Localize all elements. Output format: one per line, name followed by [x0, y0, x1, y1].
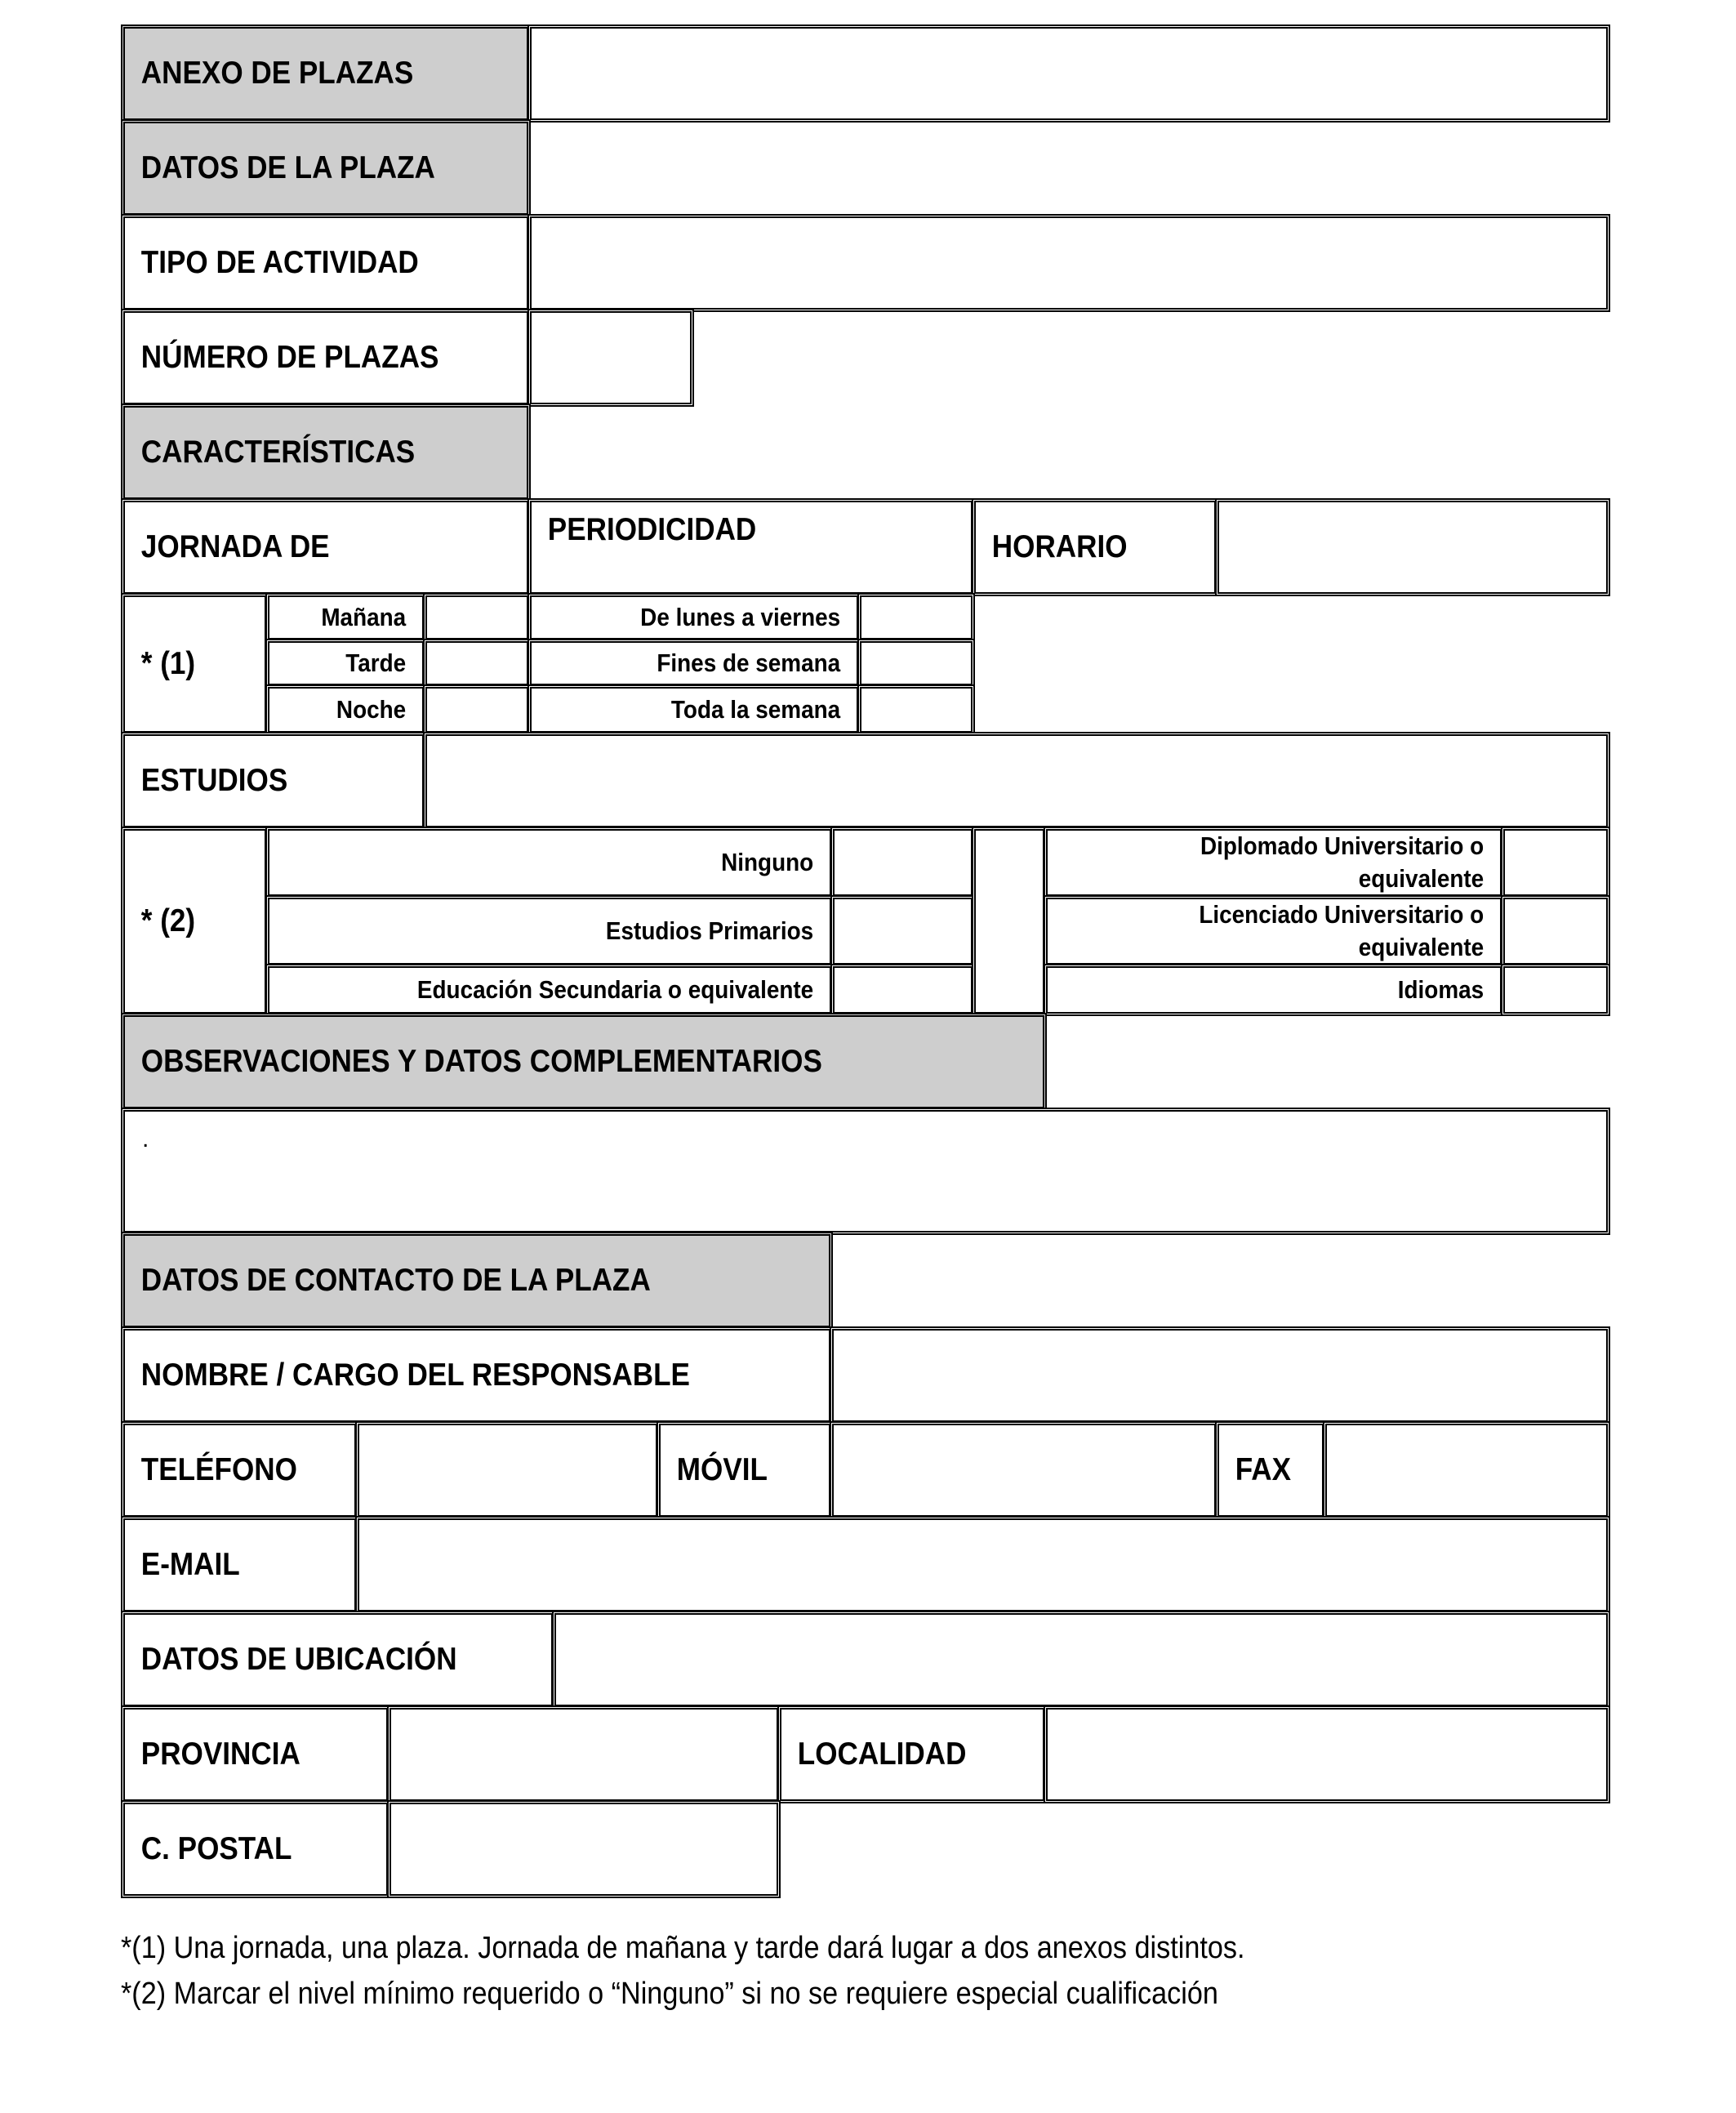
datos-de-la-plaza-header: [121, 119, 531, 217]
observaciones-header: [121, 1013, 1047, 1111]
fax-label-cell: [1215, 1421, 1326, 1519]
codigo-postal-field[interactable]: [387, 1800, 781, 1898]
primarios-checkbox[interactable]: [830, 895, 975, 967]
jornada-option-label: Noche: [336, 695, 407, 724]
estudios-option-licenciado: [1044, 895, 1504, 967]
datos-de-ubicacion-field[interactable]: [552, 1611, 1610, 1709]
telefono-label: TELÉFONO: [140, 1452, 297, 1487]
fax-label: FAX: [1235, 1452, 1292, 1487]
marker-1-cell: [121, 593, 269, 735]
toda-semana-checkbox[interactable]: [857, 684, 975, 735]
tipo-de-actividad-field[interactable]: [527, 214, 1610, 312]
estudios-label: ESTUDIOS: [140, 763, 288, 798]
horario-label: HORARIO: [991, 529, 1128, 564]
fines-semana-checkbox[interactable]: [857, 639, 975, 688]
idiomas-checkbox[interactable]: [1501, 964, 1610, 1016]
provincia-field[interactable]: [387, 1705, 781, 1803]
periodicidad-option-lunes-viernes: [527, 593, 861, 642]
footnote-2: *(2) Marcar el nivel mínimo requerido o “Ninguno” si no se requiere especial cualificación: [121, 1977, 1218, 2011]
anexo-de-plazas-field[interactable]: [527, 25, 1610, 123]
nombre-cargo-field[interactable]: [830, 1326, 1610, 1424]
estudios-label-cell: [121, 732, 426, 830]
marker-2-cell: [121, 827, 269, 1016]
anexo-de-plazas-label: ANEXO DE PLAZAS: [140, 56, 414, 91]
estudios-option-label: Idiomas: [1397, 975, 1485, 1005]
estudios-spacer-column: [972, 827, 1047, 1016]
caracteristicas-header: [121, 403, 531, 502]
jornada-option-manana: [265, 593, 426, 642]
nombre-cargo-label-cell: [121, 1326, 833, 1424]
ninguno-checkbox[interactable]: [830, 827, 975, 898]
horario-field[interactable]: [1215, 498, 1610, 596]
jornada-option-tarde: [265, 639, 426, 688]
periodicidad-option-label: Fines de semana: [657, 649, 841, 678]
noche-checkbox[interactable]: [423, 684, 531, 735]
periodicidad-option-label: De lunes a viernes: [640, 603, 841, 632]
footnote-1: *(1) Una jornada, una plaza. Jornada de mañana y tarde dará lugar a dos anexos distintos.: [121, 1931, 1245, 1965]
marker-2: * (2): [140, 903, 196, 938]
horario-label-cell: [972, 498, 1218, 596]
estudios-option-label: Diplomado Universitario o equivalente: [1200, 831, 1485, 893]
jornada-de-label: JORNADA DE: [140, 529, 330, 564]
licenciado-checkbox[interactable]: [1501, 895, 1610, 967]
estudios-option-ninguno: [265, 827, 834, 898]
datos-de-ubicacion-label-cell: [121, 1611, 555, 1709]
periodicidad-option-label: Toda la semana: [670, 695, 841, 724]
estudios-option-idiomas: [1044, 964, 1504, 1016]
jornada-option-label: Tarde: [345, 649, 407, 678]
movil-label: MÓVIL: [676, 1452, 768, 1487]
tipo-de-actividad-label-cell: [121, 214, 531, 312]
codigo-postal-label: C. POSTAL: [140, 1831, 292, 1866]
estudios-option-diplomado: [1044, 827, 1504, 898]
periodicidad-label-cell: [527, 498, 975, 596]
numero-de-plazas-label-cell: [121, 309, 531, 407]
numero-de-plazas-field[interactable]: [527, 309, 694, 407]
codigo-postal-label-cell: [121, 1800, 390, 1898]
datos-de-contacto-label: DATOS DE CONTACTO DE LA PLAZA: [140, 1263, 651, 1298]
movil-label-cell: [657, 1421, 833, 1519]
telefono-field[interactable]: [355, 1421, 660, 1519]
observaciones-value: .: [142, 1126, 149, 1152]
localidad-label: LOCALIDAD: [797, 1736, 967, 1772]
estudios-option-label: Estudios Primarios: [605, 916, 814, 946]
provincia-label-cell: [121, 1705, 390, 1803]
estudios-field[interactable]: [423, 732, 1610, 830]
caracteristicas-label: CARACTERÍSTICAS: [140, 435, 416, 470]
estudios-option-primarios: [265, 895, 834, 967]
localidad-field[interactable]: [1044, 1705, 1610, 1803]
periodicidad-option-toda-semana: [527, 684, 861, 735]
tipo-de-actividad-label: TIPO DE ACTIVIDAD: [140, 245, 419, 280]
nombre-cargo-label: NOMBRE / CARGO DEL RESPONSABLE: [140, 1357, 690, 1393]
jornada-option-noche: [265, 684, 426, 735]
numero-de-plazas-label: NÚMERO DE PLAZAS: [140, 340, 439, 375]
secundaria-checkbox[interactable]: [830, 964, 975, 1016]
estudios-option-label: Ninguno: [721, 848, 814, 877]
diplomado-checkbox[interactable]: [1501, 827, 1610, 898]
estudios-option-label: Licenciado Universitario o equivalente: [1199, 900, 1485, 961]
datos-de-ubicacion-label: DATOS DE UBICACIÓN: [140, 1642, 457, 1677]
fax-field[interactable]: [1323, 1421, 1610, 1519]
provincia-label: PROVINCIA: [140, 1736, 300, 1772]
estudios-option-secundaria: [265, 964, 834, 1016]
manana-checkbox[interactable]: [423, 593, 531, 642]
periodicidad-option-fines-semana: [527, 639, 861, 688]
jornada-option-label: Mañana: [321, 603, 407, 632]
lunes-viernes-checkbox[interactable]: [857, 593, 975, 642]
jornada-de-label-cell: [121, 498, 531, 596]
email-label-cell: [121, 1516, 358, 1614]
observaciones-label: OBSERVACIONES Y DATOS COMPLEMENTARIOS: [140, 1044, 822, 1079]
observaciones-field[interactable]: [121, 1108, 1610, 1235]
email-label: E-MAIL: [140, 1547, 240, 1582]
datos-de-la-plaza-label: DATOS DE LA PLAZA: [140, 150, 435, 185]
estudios-option-label: Educación Secundaria o equivalente: [416, 975, 814, 1005]
datos-de-contacto-header: [121, 1232, 833, 1330]
telefono-label-cell: [121, 1421, 358, 1519]
movil-field[interactable]: [830, 1421, 1218, 1519]
marker-1: * (1): [140, 646, 196, 681]
anexo-de-plazas-header: [121, 25, 531, 123]
email-field[interactable]: [355, 1516, 1610, 1614]
periodicidad-label: PERIODICIDAD: [547, 512, 757, 547]
localidad-label-cell: [777, 1705, 1047, 1803]
tarde-checkbox[interactable]: [423, 639, 531, 688]
